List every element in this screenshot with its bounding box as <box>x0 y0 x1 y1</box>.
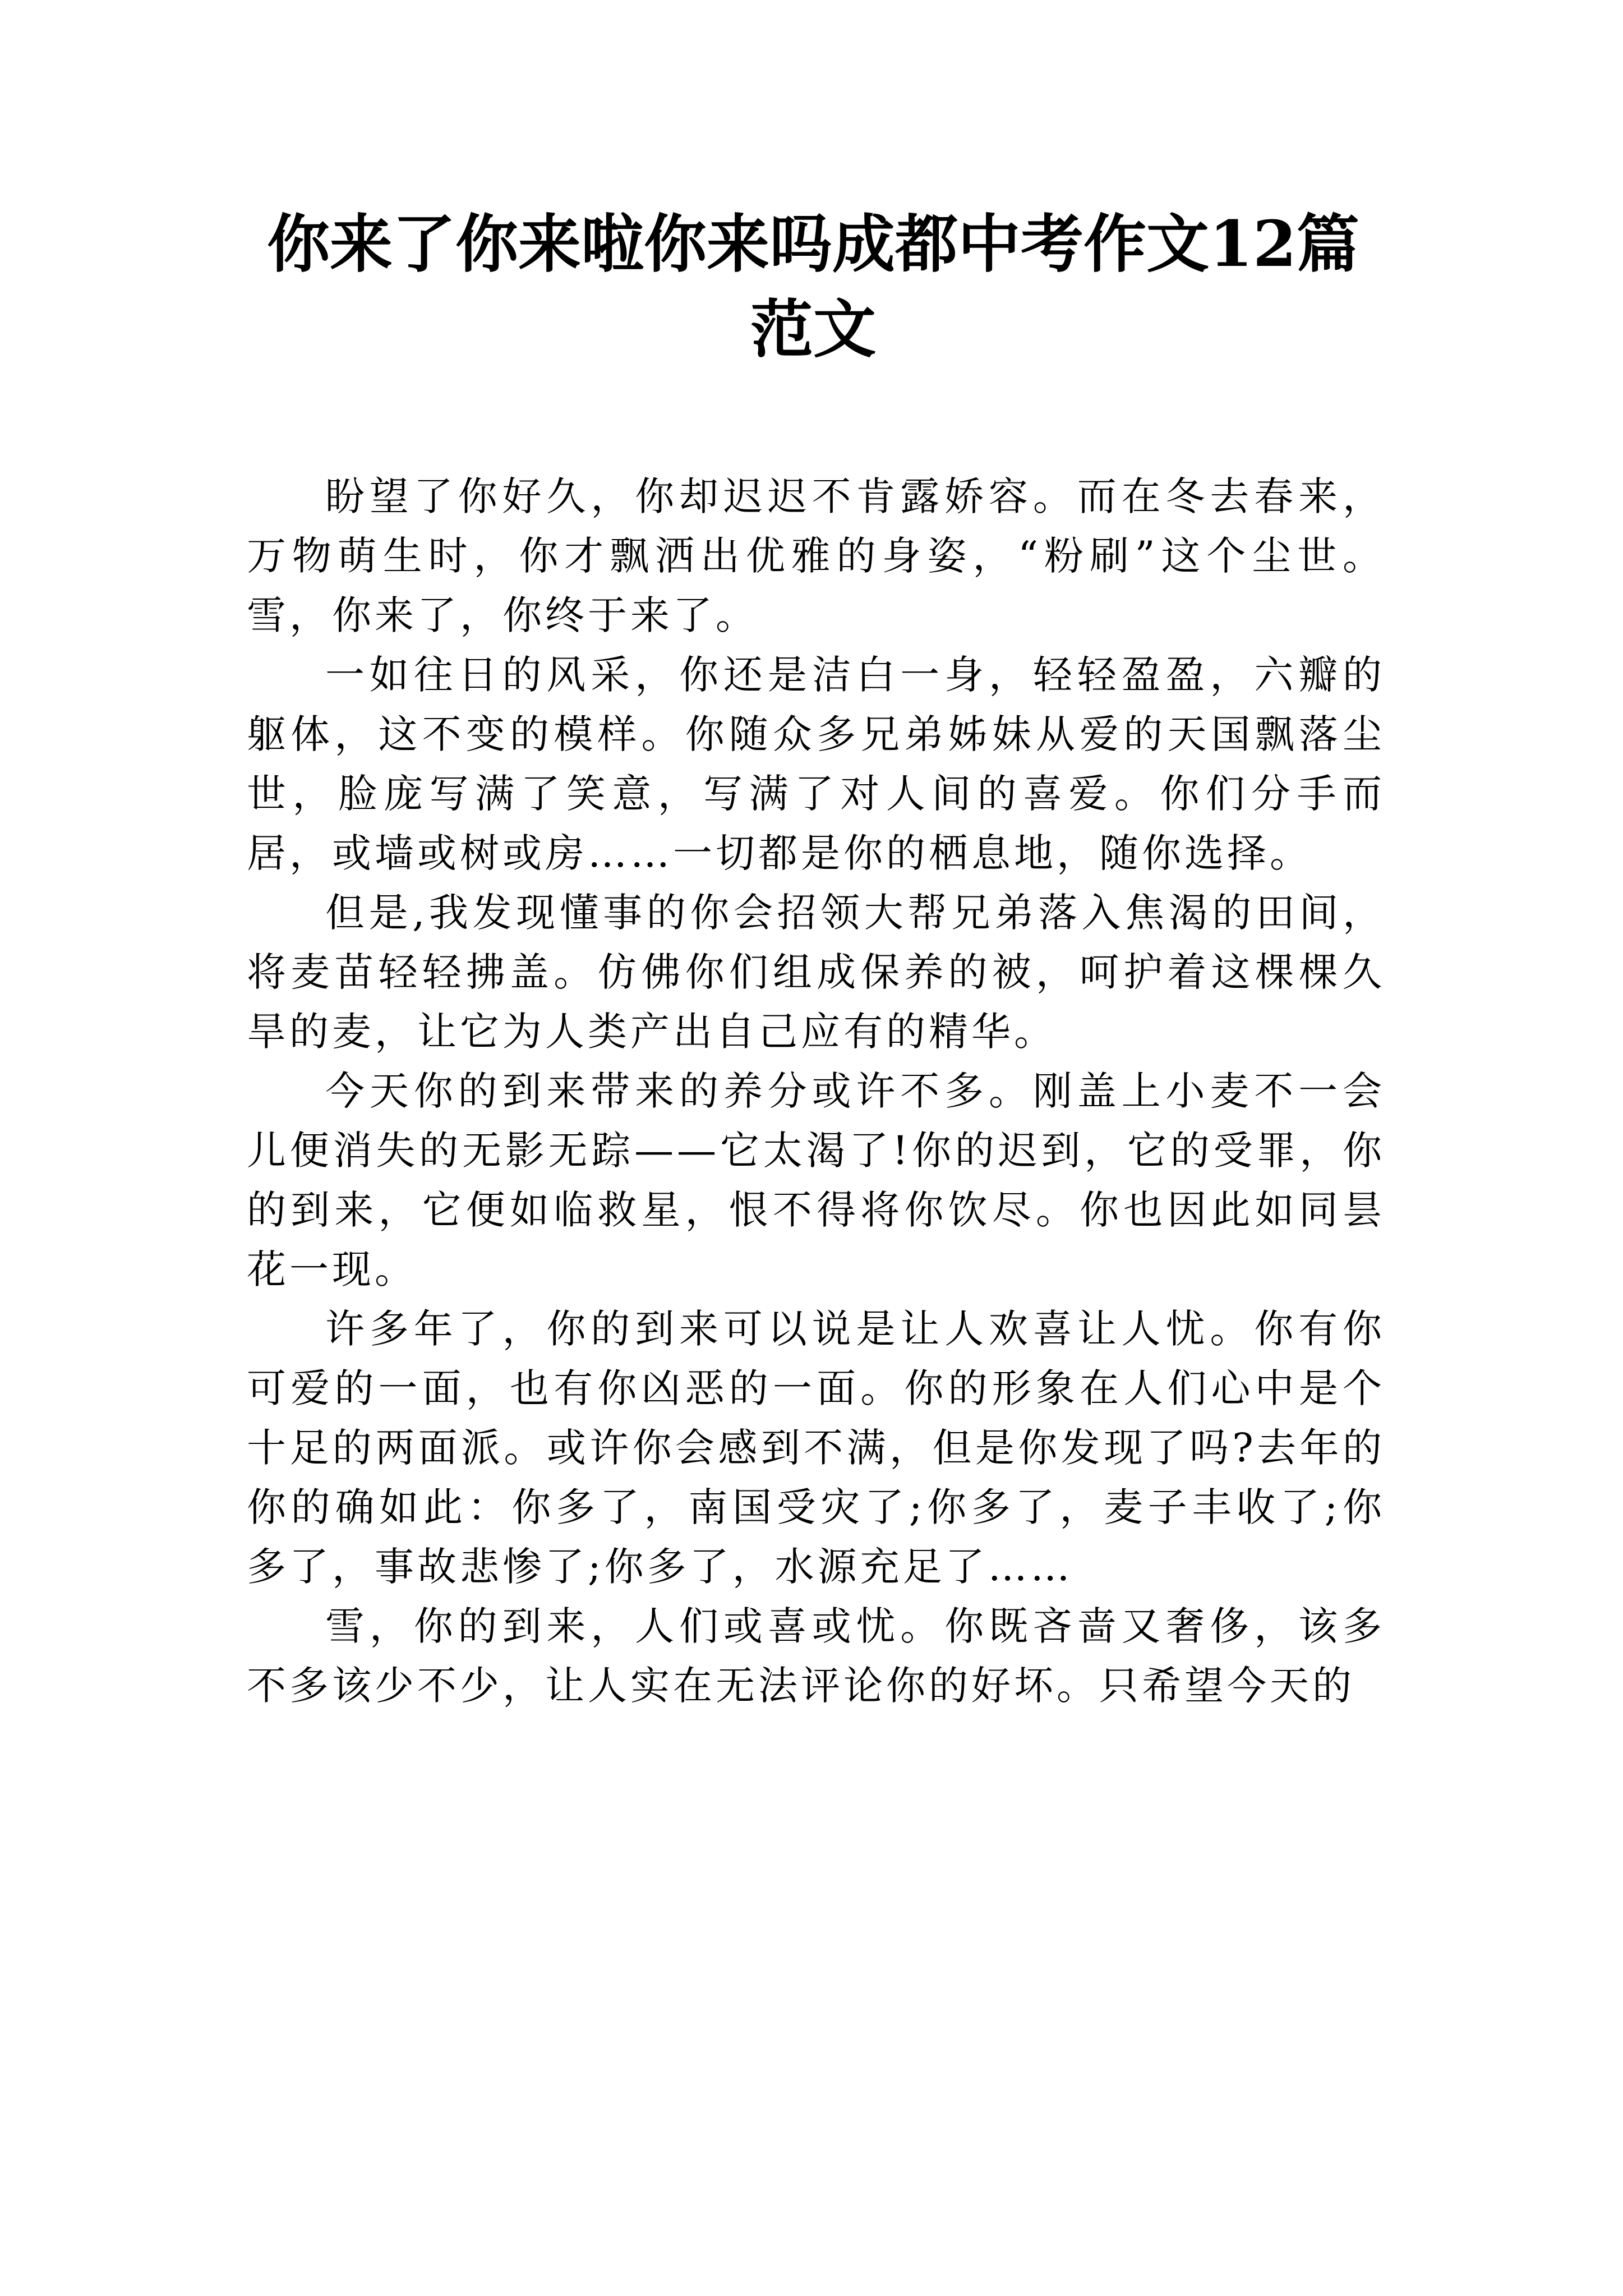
paragraph: 一如往日的风采，你还是洁白一身，轻轻盈盈，六瓣的躯体，这不变的模样。你随众多兄弟姊妹从爱的天国飘落尘世，脸庞写满了笑意，写满了对人间的喜爱。你们分手而居，或墙或树或房……一切都是你的栖息地，随你选择。 <box>247 652 1385 876</box>
paragraph: 但是,我发现懂事的你会招领大帮兄弟落入焦渴的田间，将麦苗轻轻拂盖。仿佛你们组成保养的被，呵护着这棵棵久旱的麦，让它为人类产出自己应有的精华。 <box>247 890 1385 1055</box>
document-body <box>247 467 1385 1715</box>
document-title: 你来了你来啦你来吗成都中考作文12篇范文 <box>267 208 1359 366</box>
paragraph: 盼望了你好久，你却迟迟不肯露娇容。而在冬去春来，万物萌生时，你才飘洒出优雅的身姿，“粉刷”这个尘世。雪，你来了，你终于来了。 <box>247 473 1385 638</box>
paragraph: 今天你的到来带来的养分或许不多。刚盖上小麦不一会儿便消失的无影无踪——它太渴了!你的迟到，它的受罪，你的到来，它便如临救星，恨不得将你饮尽。你也因此如同昙花一现。 <box>247 1068 1385 1292</box>
paragraph: 雪，你的到来，人们或喜或忧。你既吝啬又奢侈，该多不多该少不少，让人实在无法评论你的好坏。只希望今天的 <box>247 1603 1385 1709</box>
paragraph: 许多年了，你的到来可以说是让人欢喜让人忧。你有你可爱的一面，也有你凶恶的一面。你的形象在人们心中是个十足的两面派。或许你会感到不满，但是你发现了吗?去年的你的确如此：你多了，南国受灾了;你多了，麦子丰收了;你多了，事故悲惨了;你多了，水源充足了…… <box>247 1306 1385 1590</box>
